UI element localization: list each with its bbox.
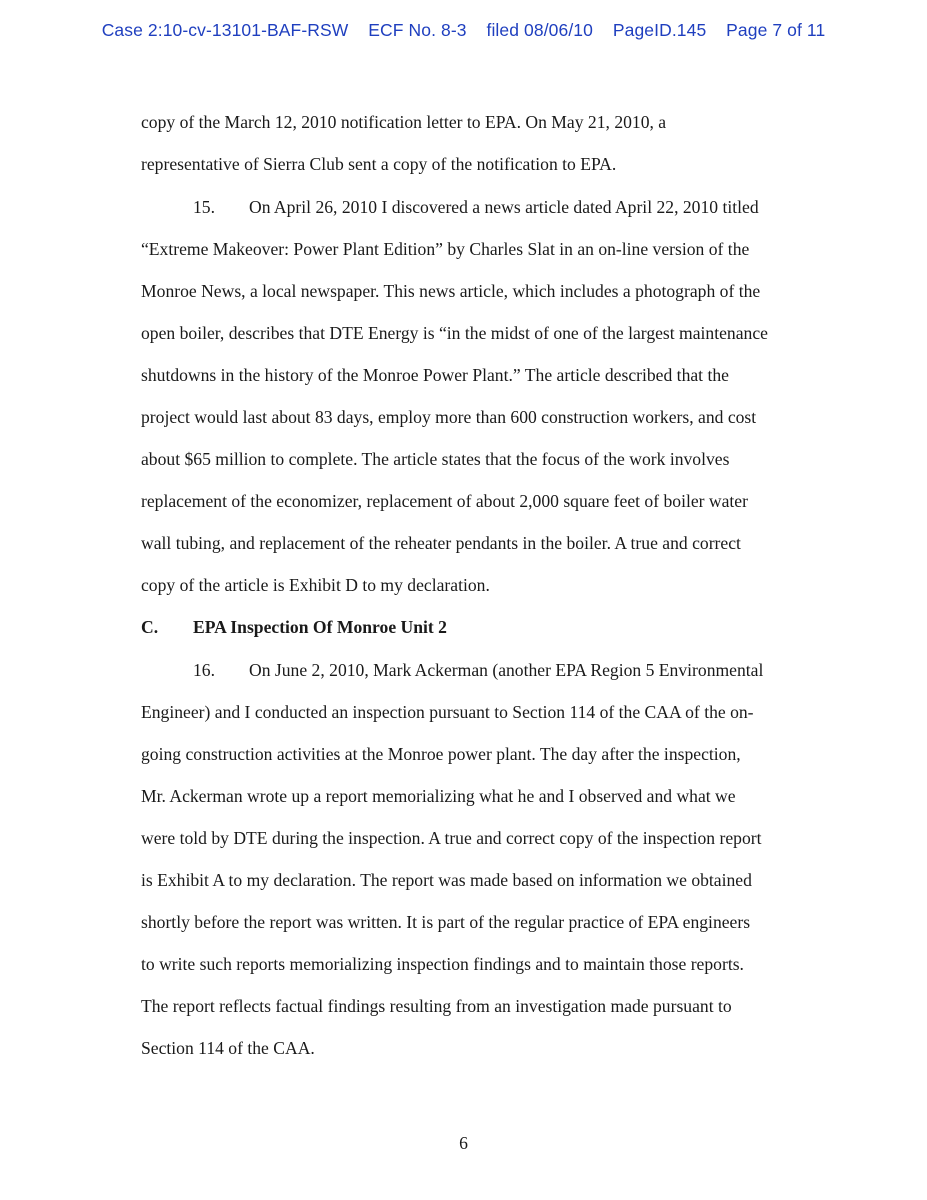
paragraph-line: open boiler, describes that DTE Energy is “in the midst of one of the largest maintenance: [141, 323, 768, 343]
paragraph-line: “Extreme Makeover: Power Plant Edition” by Charles Slat in an on-line version of the: [141, 239, 750, 259]
paragraph-line: copy of the article is Exhibit D to my declaration.: [141, 575, 490, 595]
paragraph-line: shortly before the report was written. It is part of the regular practice of EPA engineers: [141, 912, 751, 932]
paragraph-line: were told by DTE during the inspection. A true and correct copy of the inspection report: [141, 828, 762, 848]
paragraph-line: representative of Sierra Club sent a copy of the notification to EPA.: [141, 154, 617, 174]
section-heading: EPA Inspection Of Monroe Unit 2: [193, 617, 447, 637]
page-number: 6: [459, 1133, 468, 1153]
paragraph-line: shutdowns in the history of the Monroe Power Plant.” The article described that the: [141, 365, 729, 385]
paragraph-line: Section 114 of the CAA.: [141, 1038, 315, 1058]
paragraph-line: Engineer) and I conducted an inspection pursuant to Section 114 of the CAA of the on-: [141, 702, 754, 722]
section-letter: C.: [141, 617, 159, 637]
filed-date: filed 08/06/10: [486, 20, 593, 40]
paragraph-line: Mr. Ackerman wrote up a report memorializing what he and I observed and what we: [141, 786, 736, 806]
paragraph-line: replacement of the economizer, replacement of about 2,000 square feet of boiler water: [141, 491, 748, 511]
paragraph-line: The report reflects factual findings resulting from an investigation made pursuant to: [141, 996, 732, 1016]
paragraph-line: is Exhibit A to my declaration. The report was made based on information we obtained: [141, 870, 752, 890]
paragraph-line: copy of the March 12, 2010 notification letter to EPA. On May 21, 2010, a: [141, 112, 667, 132]
paragraph-number: 15.: [193, 197, 215, 217]
paragraph-number: 16.: [193, 660, 215, 680]
ecf-number: ECF No. 8-3: [368, 20, 467, 40]
paragraph-line: going construction activities at the Monroe power plant. The day after the inspection,: [141, 744, 741, 764]
page-of: Page 7 of 11: [726, 20, 826, 40]
ecf-filing-header: [0, 20, 927, 41]
paragraph-line: about $65 million to complete. The article states that the focus of the work involves: [141, 449, 730, 469]
paragraph-line: Monroe News, a local newspaper. This news article, which includes a photograph of the: [141, 281, 761, 301]
paragraph-line: On April 26, 2010 I discovered a news article dated April 22, 2010 titled: [249, 197, 759, 217]
paragraph-line: On June 2, 2010, Mark Ackerman (another EPA Region 5 Environmental: [249, 660, 764, 680]
paragraph-line: wall tubing, and replacement of the reheater pendants in the boiler. A true and correct: [141, 533, 741, 553]
paragraph-line: to write such reports memorializing inspection findings and to maintain those reports.: [141, 954, 744, 974]
paragraph-line: project would last about 83 days, employ more than 600 construction workers, and cost: [141, 407, 757, 427]
case-number: Case 2:10-cv-13101-BAF-RSW: [101, 20, 349, 40]
page-id: PageID.145: [612, 20, 707, 40]
